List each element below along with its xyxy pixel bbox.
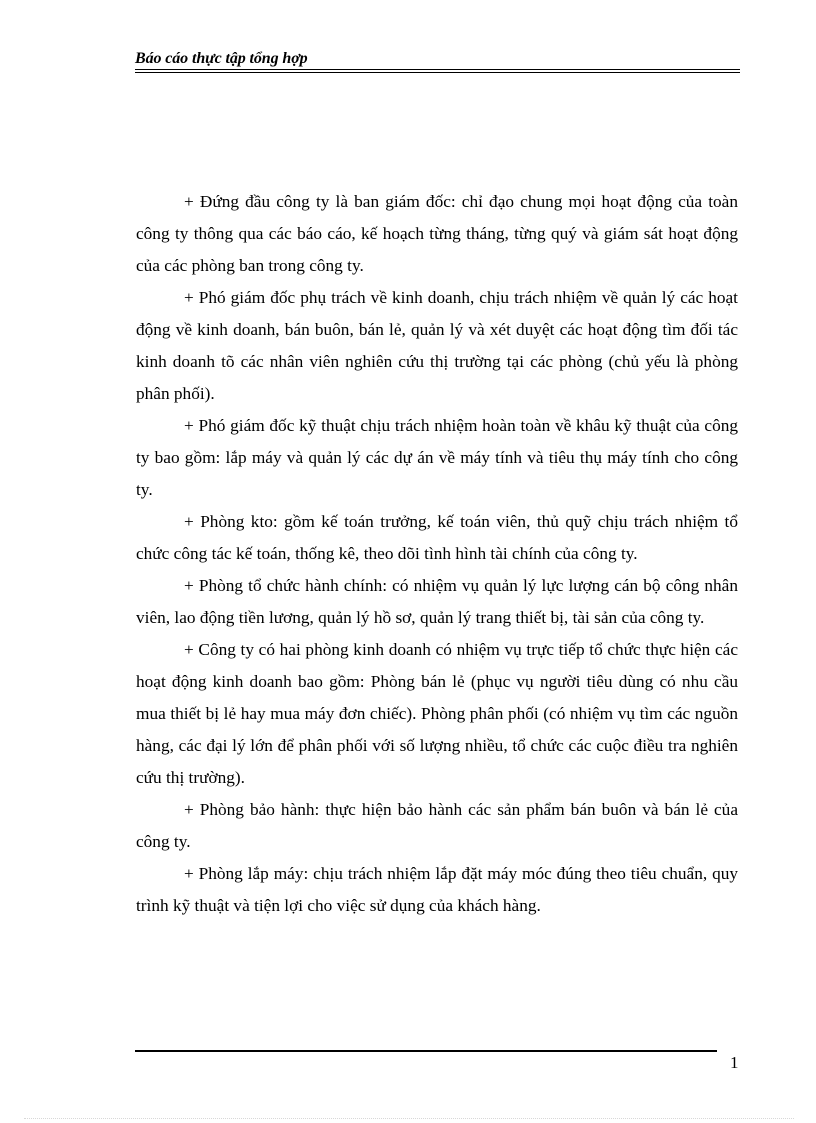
paragraph-admin-dept: + Phòng tổ chức hành chính: có nhiệm vụ quản lý lực lượng cán bộ công nhân viên, lao động tiền lương, quản lý hồ sơ, quản lý trang thiết bị, tài sản của công ty. — [136, 576, 738, 627]
paragraph-business-deputy: + Phó giám đốc phụ trách về kinh doanh, chịu trách nhiệm về quản lý các hoạt động về kinh doanh, bán buôn, bán lẻ, quản lý và xét duyệt các hoạt động tìm đối tác kinh doanh tõ các nhân viên nghiên cứu thị trường tại các phòng (chủ yếu là phòng phân phối). — [136, 288, 738, 403]
header-rule-secondary — [135, 72, 740, 73]
paragraph-assembly-dept: + Phòng lắp máy: chịu trách nhiệm lắp đặt máy móc đúng theo tiêu chuẩn, quy trình kỹ thuật và tiện lợi cho việc sử dụng của khách hàng. — [136, 864, 738, 915]
header-rule — [135, 69, 740, 70]
page-header — [135, 48, 740, 72]
paragraph-warranty-dept: + Phòng bảo hành: thực hiện bảo hành các sản phẩm bán buôn và bán lẻ của công ty. — [136, 800, 738, 851]
page-number: 1 — [730, 1053, 739, 1072]
document-title: Báo cáo thực tập tổng hợp — [135, 50, 308, 67]
paragraph-accounting-dept: + Phòng kto: gồm kế toán trưởng, kế toán viên, thủ quỹ chịu trách nhiệm tổ chức công tác kế toán, thống kê, theo dõi tình hình tài chính của công ty. — [136, 512, 738, 563]
footer-rule — [135, 1050, 717, 1052]
document-body — [136, 186, 738, 922]
paragraph-sales-depts: + Công ty có hai phòng kinh doanh có nhiệm vụ trực tiếp tổ chức thực hiện các hoạt động kinh doanh bao gồm: Phòng bán lẻ (phục vụ người tiêu dùng có nhu cầu mua thiết bị lẻ hay mua máy đơn chiếc). Phòng phân phối (có nhiệm vụ tìm các nguồn hàng, các đại lý lớn để phân phối với số lượng nhiều, tổ chức các cuộc điều tra nghiên cứu thị trường). — [136, 640, 738, 787]
page-edge-divider — [24, 1118, 794, 1119]
paragraph-technical-deputy: + Phó giám đốc kỹ thuật chịu trách nhiệm hoàn toàn về khâu kỹ thuật của công ty bao gồm: lắp máy và quản lý các dự án về máy tính và tiêu thụ máy tính cho công ty. — [136, 416, 738, 499]
paragraph-board-of-directors: + Đứng đầu công ty là ban giám đốc: chỉ đạo chung mọi hoạt động của toàn công ty thông qua các báo cáo, kế hoạch từng tháng, từng quý và giám sát hoạt động của các phòng ban trong công ty. — [136, 192, 738, 275]
